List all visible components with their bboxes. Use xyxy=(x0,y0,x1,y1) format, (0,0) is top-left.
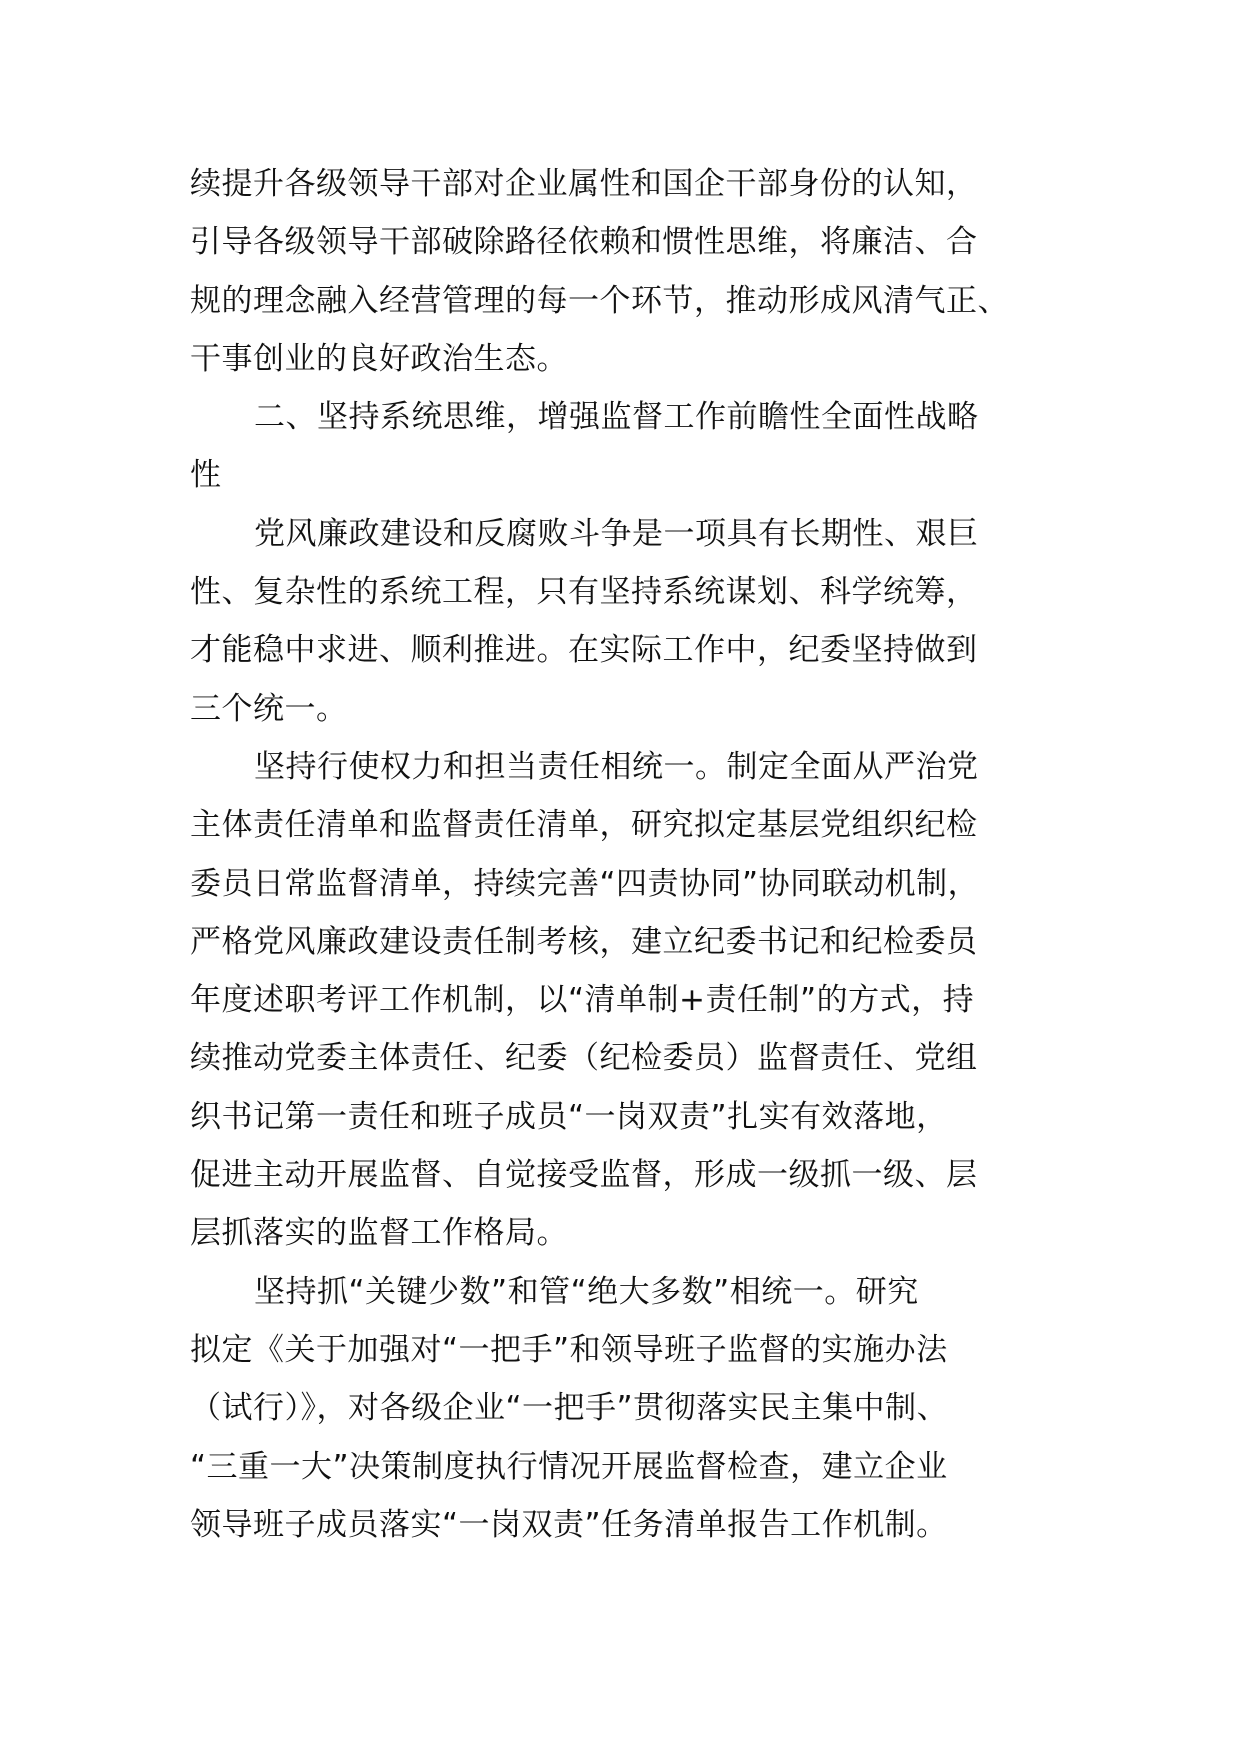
text-line: 层抓落实的监督工作格局。 xyxy=(190,1215,568,1252)
text-line: 促进主动开展监督、自觉接受监督，形成一级抓一级、层 xyxy=(190,1157,978,1194)
text-line: 才能稳中求进、顺利推进。在实际工作中，纪委坚持做到 xyxy=(190,632,978,669)
text-line: 严格党风廉政建设责任制考核，建立纪委书记和纪检委员 xyxy=(190,923,978,960)
text-line: 织书记第一责任和班子成员“一岗双责”扎实有效落地， xyxy=(190,1098,948,1135)
text-line: 领导班子成员落实“一岗双责”任务清单报告工作机制。 xyxy=(190,1506,948,1543)
paragraph-start: 坚持行使权力和担当责任相统一。制定全面从严治党 xyxy=(254,748,979,785)
paragraph-start: 党风廉政建设和反腐败斗争是一项具有长期性、艰巨 xyxy=(254,515,979,552)
text-line: 续推动党委主体责任、纪委（纪检委员）监督责任、党组 xyxy=(190,1040,978,1077)
text-line: 干事创业的良好政治生态。 xyxy=(190,340,568,377)
text-line: 三个统一。 xyxy=(190,690,348,727)
text-line: 委员日常监督清单，持续完善“四责协同”协同联动机制， xyxy=(190,865,980,902)
text-line: 拟定《关于加强对“一把手”和领导班子监督的实施办法 xyxy=(190,1331,948,1368)
text-line: 续提升各级领导干部对企业属性和国企干部身份的认知， xyxy=(190,166,978,202)
text-line: “三重一大”决策制度执行情况开展监督检查，建立企业 xyxy=(190,1448,948,1485)
document-body-text xyxy=(190,155,1070,1554)
text-line: （试行）》，对各级企业“一把手”贯彻落实民主集中制、 xyxy=(190,1390,949,1427)
text-line: 规的理念融入经营管理的每一个环节，推动形成风清气正、 xyxy=(190,282,1009,319)
text-line: 引导各级领导干部破除路径依赖和惯性思维，将廉洁、合 xyxy=(190,224,978,261)
text-line: 性、复杂性的系统工程，只有坚持系统谋划、科学统筹， xyxy=(190,574,978,611)
text-line: 主体责任清单和监督责任清单，研究拟定基层党组织纪检 xyxy=(190,807,978,844)
section-heading: 二、坚持系统思维，增强监督工作前瞻性全面性战略 xyxy=(254,399,979,436)
section-heading-continuation: 性 xyxy=(190,457,222,494)
text-line: 年度述职考评工作机制，以“清单制+责任制”的方式，持 xyxy=(190,982,975,1019)
paragraph-start: 坚持抓“关键少数”和管“绝大多数”相统一。研究 xyxy=(254,1273,919,1310)
